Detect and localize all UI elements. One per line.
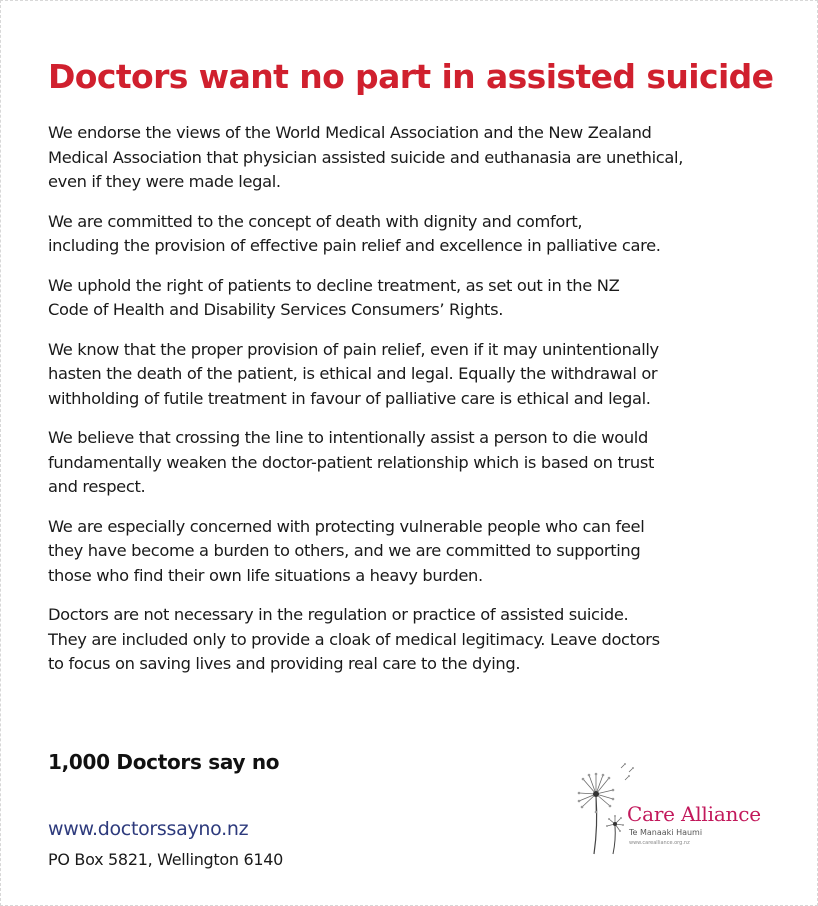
tagline: 1,000 Doctors say no: [48, 750, 280, 774]
logo-subtitle: Te Manaaki Haumi: [629, 828, 703, 837]
paragraph-doctor-patient-trust: We believe that crossing the line to intentionally assist a person to die would fundamentally weaken the doctor-patient relationship which is based on trust and respect.: [48, 428, 654, 496]
paragraph-wma-endorsement: We endorse the views of the World Medical Association and the New Zealand Medical Association that physician assisted suicide and euthanasia are unethical, even if they were made legal.: [48, 123, 684, 191]
website-link[interactable]: www.doctorssayno.nz: [48, 818, 249, 840]
paragraph-pain-relief: We know that the proper provision of pain relief, even if it may unintentionally hasten the death of the patient, is ethical and legal. Equally the withdrawal or withholding of futile treatment in favour of palliative care is ethical and legal.: [48, 339, 659, 408]
logo-name: Care Alliance: [627, 802, 761, 826]
paragraph-patient-rights: We uphold the right of patients to decline treatment, as set out in the NZ Code of Health and Disability Services Consumers’ Rights.: [48, 275, 620, 319]
paragraph-vulnerable-people: We are especially concerned with protecting vulnerable people who can feel they have become a burden to others, and we are committed to supporting those who find their own life situations a heavy burden.: [48, 516, 645, 585]
statement-body: [48, 121, 783, 692]
headline: Doctors want no part in assisted suicide: [48, 57, 774, 96]
paragraph-dignity: We are committed to the concept of death with dignity and comfort, including the provision of effective pain relief and excellence in palliative care.: [48, 211, 661, 255]
care-alliance-logo: [569, 756, 779, 856]
paragraph-medical-legitimacy: Doctors are not necessary in the regulation or practice of assisted suicide. They are included only to provide a cloak of medical legitimacy. Leave doctors to focus on saving lives and providing real care to the dying.: [48, 605, 660, 673]
logo-url: www.carealliance.org.nz: [629, 840, 690, 846]
postal-address: PO Box 5821, Wellington 6140: [48, 850, 284, 869]
